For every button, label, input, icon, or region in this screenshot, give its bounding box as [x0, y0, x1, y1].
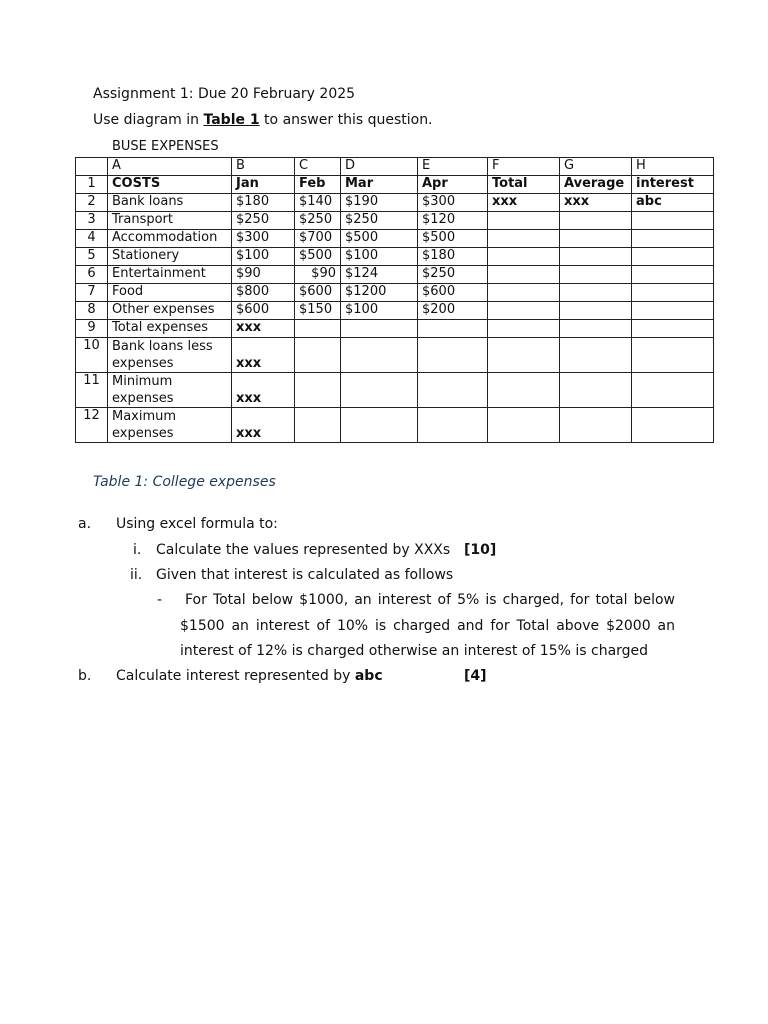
question-b-text-plain: Calculate interest represented by: [116, 668, 355, 684]
interest-rule-line-2: $1500 an interest of 10% is charged and for Total above $2000 an: [180, 618, 675, 634]
question-i-label: i.: [133, 542, 142, 558]
table-row: [76, 284, 714, 302]
cell-interest: [632, 266, 714, 284]
assignment-title: Assignment 1: Due 20 February 2025: [93, 86, 356, 102]
col-letter-d: D: [341, 158, 418, 176]
table-row: [76, 212, 714, 230]
row-number: 6: [76, 266, 108, 284]
cost-label: Transport: [108, 212, 232, 230]
cell-feb: $140: [295, 194, 341, 212]
instruction-line: [93, 112, 433, 128]
question-a-label: a.: [78, 516, 92, 532]
cell-jan: $180: [232, 194, 295, 212]
table-row: [76, 302, 714, 320]
col-letter-f: F: [488, 158, 560, 176]
col-letter-b: B: [232, 158, 295, 176]
instruction-post: to answer this question.: [259, 112, 433, 128]
question-i-marks: [10]: [464, 542, 497, 558]
table-row: [76, 266, 714, 284]
cost-label: Entertainment: [108, 266, 232, 284]
table-row: [76, 248, 714, 266]
cell-mar: $190: [341, 194, 418, 212]
empty-cell: [488, 338, 560, 373]
cell-jan: $100: [232, 248, 295, 266]
cell-jan: $800: [232, 284, 295, 302]
label-line-1: Minimum: [112, 374, 173, 389]
cell-jan: xxx: [232, 320, 295, 338]
question-b-abc: abc: [354, 668, 383, 684]
cell-apr: $600: [418, 284, 488, 302]
cost-label: Bank loans: [108, 194, 232, 212]
cell-total: [488, 230, 560, 248]
cell-average: xxx: [560, 194, 632, 212]
row-number: 4: [76, 230, 108, 248]
cell-feb: [295, 320, 341, 338]
cell-apr: $180: [418, 248, 488, 266]
cell-jan: $300: [232, 230, 295, 248]
question-b-text: [116, 668, 383, 684]
cost-label: Total expenses: [108, 320, 232, 338]
label-line-2: expenses: [112, 426, 174, 441]
label-line-2: expenses: [112, 356, 174, 371]
question-i-text: Calculate the values represented by XXXs: [156, 542, 451, 558]
bullet-dash: -: [157, 592, 163, 608]
table-row: [76, 320, 714, 338]
question-b-label: b.: [78, 668, 92, 684]
cell-total: [488, 212, 560, 230]
cell-feb: $500: [295, 248, 341, 266]
row-number: 1: [76, 176, 108, 194]
cell-mar: $250: [341, 212, 418, 230]
cell-interest: [632, 212, 714, 230]
cell-apr: $300: [418, 194, 488, 212]
table-row: [76, 338, 714, 373]
table-row: [76, 194, 714, 212]
header-cell-average: Average: [560, 176, 632, 194]
row-number: 12: [76, 408, 108, 443]
header-cell-jan: Jan: [232, 176, 295, 194]
cell-interest: [632, 230, 714, 248]
column-letters-row: [76, 158, 714, 176]
cell-mar: $1200: [341, 284, 418, 302]
label-line-1: Maximum: [112, 409, 177, 424]
cell-jan: $250: [232, 212, 295, 230]
empty-cell: [560, 408, 632, 443]
cell-apr: $120: [418, 212, 488, 230]
cell-feb: $250: [295, 212, 341, 230]
empty-cell: [295, 338, 341, 373]
cell-total: [488, 248, 560, 266]
cell-interest: [632, 248, 714, 266]
col-letter-c: C: [295, 158, 341, 176]
header-cell-interest: interest: [632, 176, 714, 194]
table-row: [76, 230, 714, 248]
corner-cell: [76, 158, 108, 176]
cell-jan: xxx: [232, 373, 295, 408]
row-number: 10: [76, 338, 108, 373]
cell-total: xxx: [488, 194, 560, 212]
question-b-marks: [4]: [464, 668, 487, 684]
cell-jan: $90: [232, 266, 295, 284]
cell-apr: $500: [418, 230, 488, 248]
row-number: 11: [76, 373, 108, 408]
col-letter-a: A: [108, 158, 232, 176]
empty-cell: [341, 338, 418, 373]
table-title: BUSE EXPENSES: [112, 139, 219, 154]
col-letter-g: G: [560, 158, 632, 176]
row-number: 3: [76, 212, 108, 230]
cell-interest: [632, 302, 714, 320]
empty-cell: [488, 408, 560, 443]
table-reference: Table 1: [203, 112, 260, 128]
cell-mar: $100: [341, 302, 418, 320]
cell-interest: abc: [632, 194, 714, 212]
empty-cell: [295, 373, 341, 408]
cell-average: [560, 302, 632, 320]
cost-label: [108, 338, 232, 373]
question-ii-text: Given that interest is calculated as follows: [156, 567, 454, 583]
row-number: 5: [76, 248, 108, 266]
cost-label: Accommodation: [108, 230, 232, 248]
cell-feb: $90: [295, 266, 341, 284]
empty-cell: [632, 408, 714, 443]
empty-cell: [418, 373, 488, 408]
cost-label: [108, 408, 232, 443]
cell-mar: $500: [341, 230, 418, 248]
cost-label: Stationery: [108, 248, 232, 266]
expenses-table: [75, 157, 714, 443]
cell-average: [560, 266, 632, 284]
instruction-pre: Use diagram in: [93, 112, 204, 128]
table-caption: Table 1: College expenses: [93, 474, 276, 490]
empty-cell: [341, 408, 418, 443]
cell-mar: $100: [341, 248, 418, 266]
table-row: [76, 373, 714, 408]
col-letter-h: H: [632, 158, 714, 176]
header-cell-mar: Mar: [341, 176, 418, 194]
question-a-text: Using excel formula to:: [116, 516, 278, 532]
cell-jan: $600: [232, 302, 295, 320]
interest-rule-line-3: interest of 12% is charged otherwise an interest of 15% is charged: [180, 643, 649, 659]
cell-average: [560, 248, 632, 266]
cell-total: [488, 302, 560, 320]
label-line-2: expenses: [112, 391, 174, 406]
question-ii-label: ii.: [130, 567, 143, 583]
header-cell-apr: Apr: [418, 176, 488, 194]
cell-feb: $600: [295, 284, 341, 302]
cell-total: [488, 266, 560, 284]
cell-interest: [632, 320, 714, 338]
cell-total: [488, 320, 560, 338]
cell-jan: xxx: [232, 338, 295, 373]
row-number: 2: [76, 194, 108, 212]
cost-label: Food: [108, 284, 232, 302]
empty-cell: [632, 373, 714, 408]
header-cell-feb: Feb: [295, 176, 341, 194]
empty-cell: [418, 338, 488, 373]
cell-average: [560, 320, 632, 338]
cell-jan: xxx: [232, 408, 295, 443]
header-row: [76, 176, 714, 194]
empty-cell: [488, 373, 560, 408]
cell-average: [560, 212, 632, 230]
header-cell-total: Total: [488, 176, 560, 194]
cell-feb: $150: [295, 302, 341, 320]
cell-feb: $700: [295, 230, 341, 248]
cost-label: Other expenses: [108, 302, 232, 320]
empty-cell: [632, 338, 714, 373]
empty-cell: [341, 373, 418, 408]
empty-cell: [295, 408, 341, 443]
cell-total: [488, 284, 560, 302]
cell-apr: $200: [418, 302, 488, 320]
row-number: 8: [76, 302, 108, 320]
cell-mar: [341, 320, 418, 338]
empty-cell: [560, 338, 632, 373]
row-number: 7: [76, 284, 108, 302]
interest-rule-line-1: For Total below $1000, an interest of 5% is charged, for total below: [185, 592, 675, 608]
cost-label: [108, 373, 232, 408]
cell-apr: $250: [418, 266, 488, 284]
cell-average: [560, 284, 632, 302]
header-cell-costs: COSTS: [108, 176, 232, 194]
cell-average: [560, 230, 632, 248]
cell-interest: [632, 284, 714, 302]
cell-apr: [418, 320, 488, 338]
empty-cell: [418, 408, 488, 443]
row-number: 9: [76, 320, 108, 338]
empty-cell: [560, 373, 632, 408]
col-letter-e: E: [418, 158, 488, 176]
table-row: [76, 408, 714, 443]
cell-mar: $124: [341, 266, 418, 284]
label-line-1: Bank loans less: [112, 339, 213, 354]
